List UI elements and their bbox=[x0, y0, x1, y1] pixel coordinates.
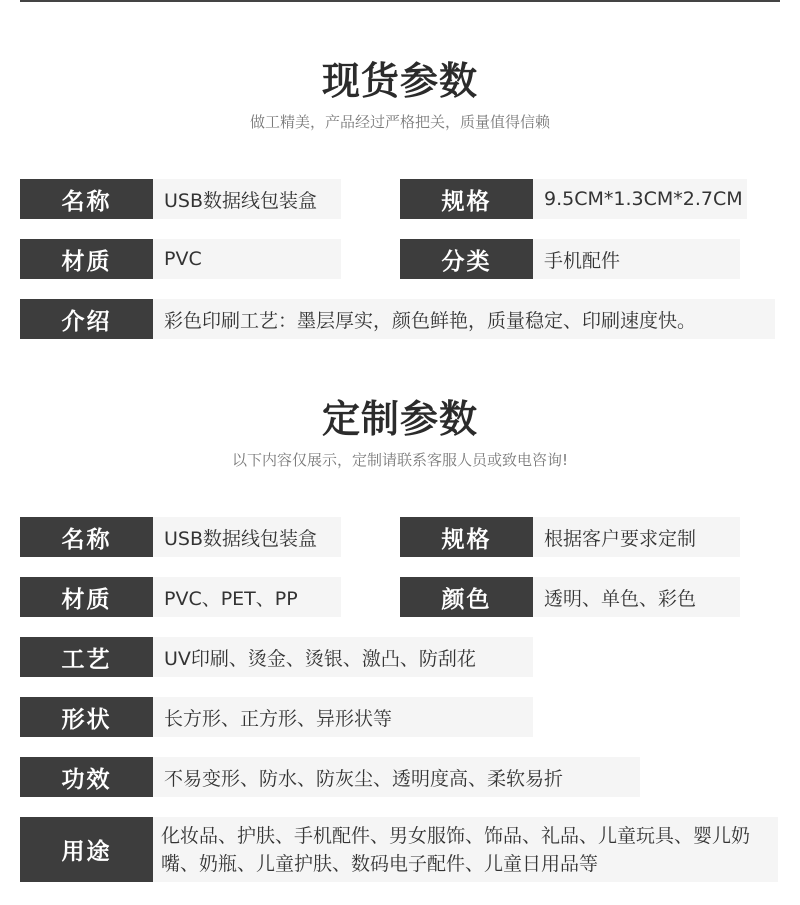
section-title-custom: 定制参数 bbox=[321, 397, 478, 441]
section-subtitle-stock: 做工精美，产品经过严格把关，质量值得信赖 bbox=[249, 113, 550, 131]
param-label-material: 材质 bbox=[20, 239, 153, 279]
custom-label-material: 材质 bbox=[20, 577, 153, 617]
param-value-name: USB数据线包装盒 bbox=[153, 179, 341, 219]
custom-value-craft: UV印刷、烫金、烫银、激凸、防刮花 bbox=[153, 637, 533, 677]
custom-label-effect: 功效 bbox=[20, 757, 153, 797]
custom-value-name: USB数据线包装盒 bbox=[153, 517, 341, 557]
param-value-category: 手机配件 bbox=[533, 239, 740, 279]
section-subtitle-custom: 以下内容仅展示，定制请联系客服人员或致电咨询! bbox=[231, 451, 568, 469]
param-label-name: 名称 bbox=[20, 179, 153, 219]
custom-value-effect: 不易变形、防水、防灰尘、透明度高、柔软易折 bbox=[153, 757, 640, 797]
section-title-stock: 现货参数 bbox=[321, 59, 478, 103]
custom-value-color: 透明、单色、彩色 bbox=[533, 577, 740, 617]
custom-value-usage: 化妆品、护肤、手机配件、男女服饰、饰品、礼品、儿童玩具、婴儿奶嘴、奶瓶、儿童护肤、数码电子配件、儿童日用品等 bbox=[153, 817, 778, 882]
custom-label-spec: 规格 bbox=[400, 517, 533, 557]
param-value-material: PVC bbox=[153, 239, 341, 279]
custom-value-spec: 根据客户要求定制 bbox=[533, 517, 740, 557]
custom-label-color: 颜色 bbox=[400, 577, 533, 617]
param-label-spec: 规格 bbox=[400, 179, 533, 219]
custom-label-name: 名称 bbox=[20, 517, 153, 557]
custom-value-shape: 长方形、正方形、异形状等 bbox=[153, 697, 533, 737]
param-label-category: 分类 bbox=[400, 239, 533, 279]
param-value-spec: 9.5CM*1.3CM*2.7CM bbox=[533, 179, 747, 219]
param-value-intro: 彩色印刷工艺：墨层厚实，颜色鲜艳，质量稳定、印刷速度快。 bbox=[153, 299, 775, 339]
param-label-intro: 介绍 bbox=[20, 299, 153, 339]
custom-label-usage: 用途 bbox=[20, 817, 153, 882]
custom-label-shape: 形状 bbox=[20, 697, 153, 737]
top-divider bbox=[20, 0, 780, 2]
custom-label-craft: 工艺 bbox=[20, 637, 153, 677]
custom-value-material: PVC、PET、PP bbox=[153, 577, 341, 617]
